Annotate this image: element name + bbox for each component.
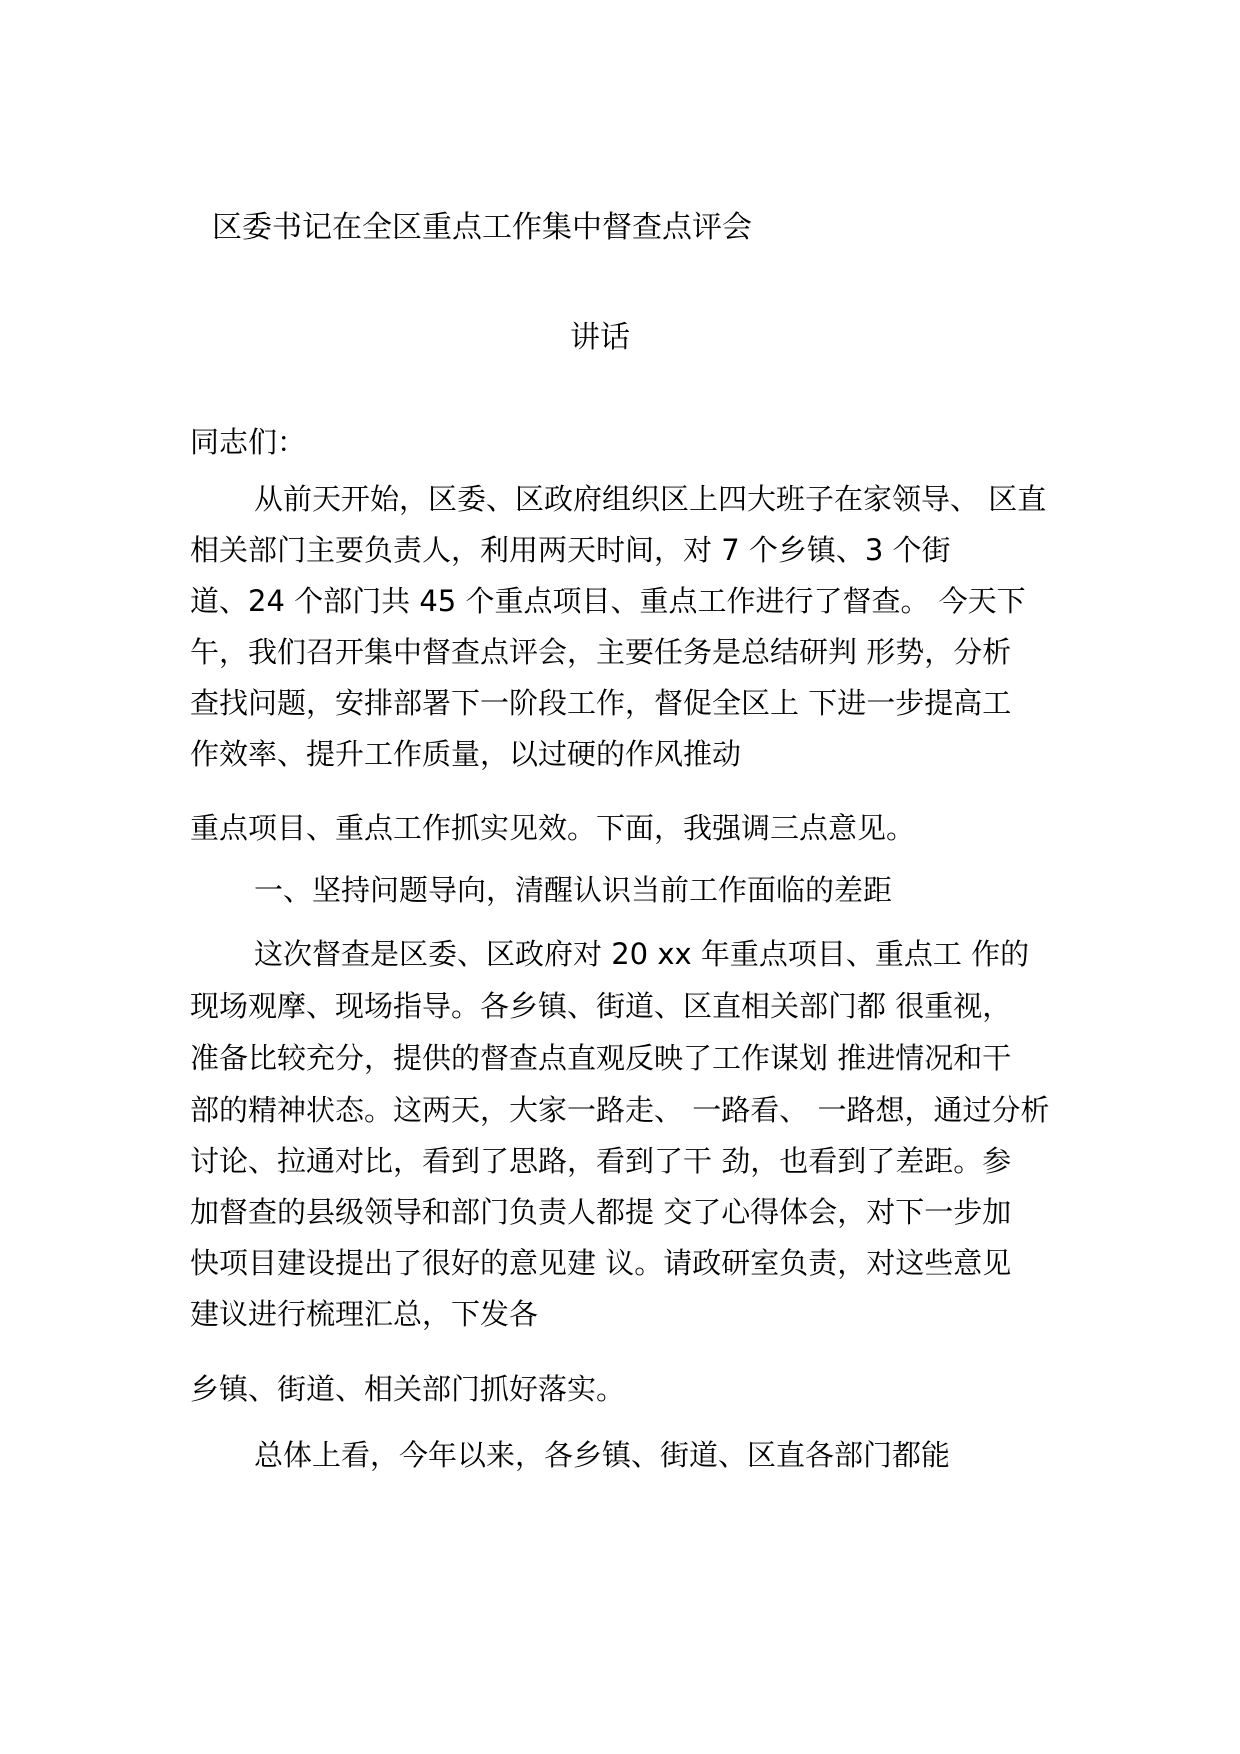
text-line: 快项目建设提出了很好的意见建 议。请政研室负责，对这些意见 — [190, 1246, 1012, 1280]
document-title-line-2: 讲话 — [570, 320, 630, 355]
text-line: 这次督查是区委、区政府对 20 xx 年重点项目、重点工 作的 — [254, 937, 1030, 971]
text-line: 准备比较充分，提供的督查点直观反映了工作谋划 推进情况和干 — [190, 1041, 1012, 1075]
text-line: 午，我们召开集中督查点评会，主要任务是总结研判 形势，分析 — [190, 635, 1012, 669]
text-line: 总体上看，今年以来，各乡镇、街道、区直各部门都能 — [254, 1438, 951, 1472]
text-line: 现场观摩、现场指导。各乡镇、街道、区直相关部门都 很重视， — [190, 989, 1012, 1023]
section-heading: 一、坚持问题导向，清醒认识当前工作面临的差距 — [254, 873, 893, 907]
text-line: 道、24 个部门共 45 个重点项目、重点工作进行了督查。 今天下 — [190, 584, 1026, 618]
text-line: 作效率、提升工作质量，以过硬的作风推动 — [190, 737, 742, 771]
text-line: 加督查的县级领导和部门负责人都提 交了心得体会，对下一步加 — [190, 1195, 1012, 1229]
text-line: 建议进行梳理汇总，下发各 — [190, 1297, 539, 1331]
document-title-line-1: 区委书记在全区重点工作集中督查点评会 — [212, 210, 752, 245]
text-line: 查找问题，安排部署下一阶段工作，督促全区上 下进一步提高工 — [190, 686, 1012, 720]
text-line: 重点项目、重点工作抓实见效。下面，我强调三点意见。 — [190, 811, 916, 845]
text-line: 讨论、拉通对比，看到了思路，看到了干 劲，也看到了差距。参 — [190, 1144, 1012, 1178]
text-line: 部的精神状态。这两天，大家一路走、 一路看、 一路想，通过分析 — [190, 1093, 1050, 1127]
text-line: 相关部门主要负责人，利用两天时间，对 7 个乡镇、3 个街 — [190, 533, 951, 567]
text-line: 从前天开始，区委、区政府组织区上四大班子在家领导、 区直 — [254, 482, 1047, 516]
text-line: 乡镇、街道、相关部门抓好落实。 — [190, 1372, 626, 1406]
salutation: 同志们： — [190, 425, 307, 459]
